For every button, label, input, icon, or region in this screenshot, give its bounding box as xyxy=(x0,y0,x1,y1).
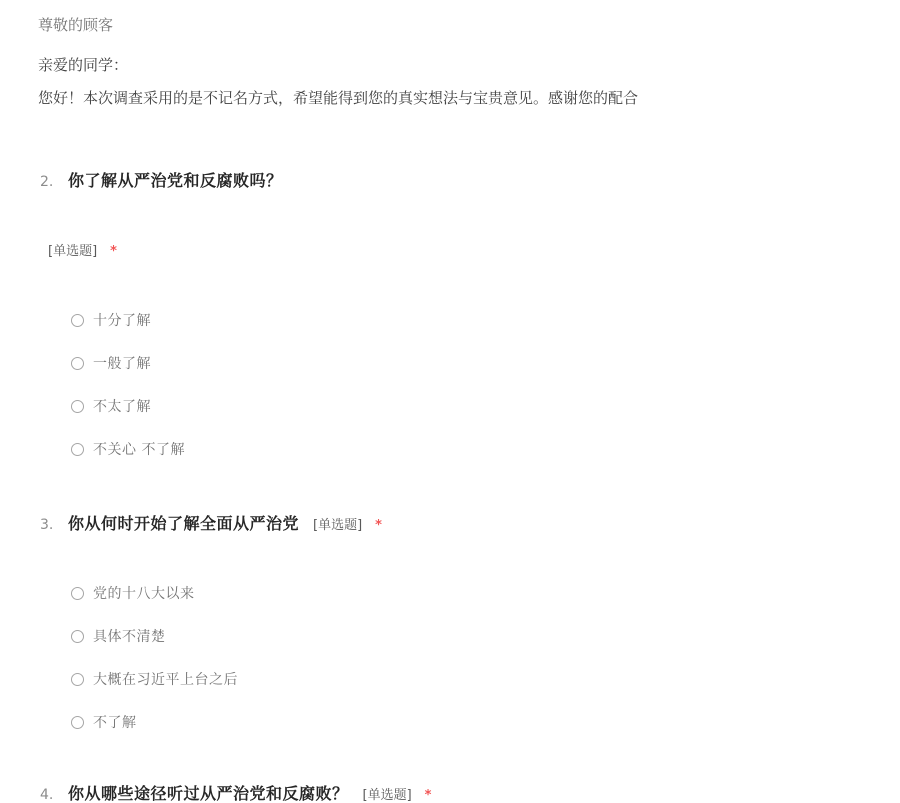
radio-button-icon[interactable] xyxy=(71,587,84,600)
radio-option-label: 不了解 xyxy=(93,715,137,731)
radio-option[interactable] xyxy=(71,583,900,603)
required-asterisk: * xyxy=(424,788,432,803)
survey-intro xyxy=(0,18,900,106)
radio-button-icon[interactable] xyxy=(71,630,84,643)
radio-option-label: 一般了解 xyxy=(93,356,151,372)
radio-option-label: 党的十八大以来 xyxy=(93,586,195,602)
question-3-title-row xyxy=(40,515,900,533)
question-type-tag: [单选题] xyxy=(313,518,363,533)
question-type-tag: [单选题] xyxy=(362,788,412,803)
radio-button-icon[interactable] xyxy=(71,716,84,729)
question-3 xyxy=(0,515,900,732)
radio-button-icon[interactable] xyxy=(71,400,84,413)
radio-button-icon[interactable] xyxy=(71,314,84,327)
radio-option[interactable] xyxy=(71,439,900,459)
radio-button-icon[interactable] xyxy=(71,357,84,370)
question-2-title-row xyxy=(40,172,900,190)
question-type-tag: [单选题] xyxy=(48,244,98,259)
radio-option[interactable] xyxy=(71,353,900,373)
radio-option[interactable] xyxy=(71,626,900,646)
question-2 xyxy=(0,172,900,459)
question-number: 3. xyxy=(40,517,54,533)
radio-option-label: 大概在习近平上台之后 xyxy=(93,672,238,688)
question-number: 2. xyxy=(40,174,54,190)
question-3-options xyxy=(0,583,900,732)
radio-option[interactable] xyxy=(71,669,900,689)
radio-option-label: 十分了解 xyxy=(93,313,151,329)
required-asterisk: * xyxy=(110,244,117,259)
question-4 xyxy=(0,785,900,803)
radio-option-label: 不关心 不了解 xyxy=(93,442,185,458)
question-2-type-row xyxy=(48,245,900,259)
question-2-options xyxy=(0,310,900,459)
intro-greeting: 尊敬的顾客 xyxy=(38,16,114,34)
question-title: 你从何时开始了解全面从严治党 xyxy=(68,514,300,533)
intro-salutation: 亲爱的同学： xyxy=(38,56,129,74)
radio-option[interactable] xyxy=(71,396,900,416)
radio-option-label: 不太了解 xyxy=(93,399,151,415)
required-asterisk: * xyxy=(375,518,382,533)
radio-button-icon[interactable] xyxy=(71,673,84,686)
radio-option[interactable] xyxy=(71,310,900,330)
question-title: 你了解从严治党和反腐败吗？ xyxy=(68,171,283,190)
radio-button-icon[interactable] xyxy=(71,443,84,456)
question-4-title-row xyxy=(40,785,900,803)
question-title: 你从哪些途径听过从严治党和反腐败？ xyxy=(68,784,349,803)
question-number: 4. xyxy=(40,787,54,803)
intro-message: 您好！本次调查采用的是不记名方式，希望能得到您的真实想法与宝贵意见。感谢您的配合 xyxy=(38,89,639,107)
radio-option[interactable] xyxy=(71,712,900,732)
radio-option-label: 具体不清楚 xyxy=(93,629,166,645)
